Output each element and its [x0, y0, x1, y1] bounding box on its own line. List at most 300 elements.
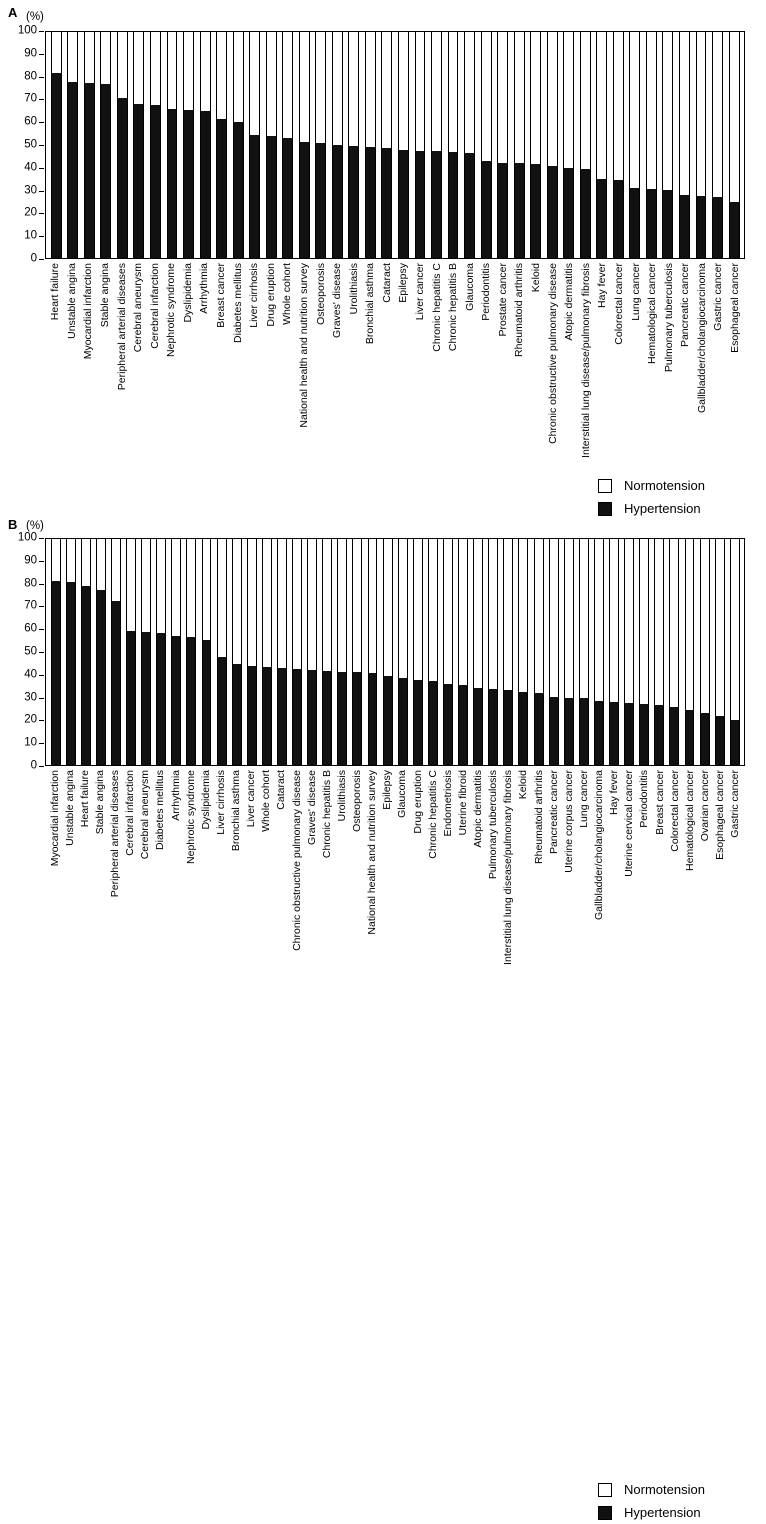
bar-slot [65, 32, 82, 258]
stacked-bar [729, 32, 740, 258]
x-axis-category-label: Hematological cancer [683, 770, 696, 871]
bar-segment-hypertension [465, 153, 474, 258]
stacked-bar [217, 539, 227, 765]
bar-slot [440, 539, 455, 765]
bar-slot [501, 539, 516, 765]
x-axis-category-label: Periodontitis [638, 770, 651, 828]
x-axis-category-label: Chronic obstructive pulmonary disease [290, 770, 303, 951]
x-label-slot [511, 260, 528, 435]
x-axis-category-label: Keloid [517, 770, 530, 800]
bar-slot [246, 32, 263, 258]
bar-segment-hypertension [201, 111, 210, 258]
bar-slot [290, 539, 305, 765]
bar-slot [230, 32, 247, 258]
bar-slot [131, 32, 148, 258]
x-label-slot [445, 260, 462, 435]
bar-segment-hypertension [151, 105, 160, 258]
y-axis-tick-mark [39, 629, 44, 630]
stacked-bar [262, 539, 272, 765]
y-axis-tick-mark [39, 675, 44, 676]
y-axis-tick-mark [39, 191, 44, 192]
x-axis-category-label: Stable angina [93, 770, 106, 835]
bar-segment-hypertension [366, 147, 375, 258]
y-axis-tick-label: 70 [24, 92, 37, 105]
x-label-slot [637, 767, 652, 942]
x-label-slot [146, 260, 163, 435]
bar-segment-hypertension [565, 698, 573, 765]
bar-segment-hypertension [731, 720, 739, 765]
panel-a-x-labels [45, 260, 745, 458]
bar-segment-hypertension [414, 680, 422, 765]
stacked-bar [133, 32, 144, 258]
x-axis-category-label: Colorectal cancer [668, 770, 681, 852]
stacked-bar [247, 539, 257, 765]
x-label-slot [486, 767, 501, 942]
bar-segment-hypertension [263, 667, 271, 765]
panel-a-bars [46, 32, 744, 258]
x-axis-category-label: Gallbladder/cholangiocarcinoma [695, 263, 708, 414]
bar-segment-hypertension [564, 168, 573, 258]
x-label-slot [296, 260, 313, 435]
x-label-slot [244, 767, 259, 942]
x-axis-category-label: Chronic hepatitis C [426, 770, 439, 859]
stacked-bar [200, 32, 211, 258]
bar-slot [471, 539, 486, 765]
bar-slot [279, 32, 296, 258]
x-axis-category-label: Graves' disease [330, 263, 343, 338]
x-axis-category-label: Peripheral arterial diseases [108, 770, 121, 898]
x-axis-category-label: Heart failure [49, 263, 62, 321]
stacked-bar [629, 32, 640, 258]
x-label-slot [501, 767, 516, 965]
x-label-slot [362, 260, 379, 435]
y-axis-tick-mark [39, 213, 44, 214]
bar-segment-hypertension [234, 122, 243, 258]
bar-segment-hypertension [203, 640, 211, 765]
bar-segment-hypertension [300, 142, 309, 258]
x-label-slot [113, 260, 130, 435]
x-axis-category-label: Breast cancer [214, 263, 227, 328]
stacked-bar [67, 32, 78, 258]
bar-segment-hypertension [519, 692, 527, 765]
bar-slot [445, 32, 462, 258]
stacked-bar [100, 32, 111, 258]
bar-segment-hypertension [333, 145, 342, 258]
bar-segment-hypertension [550, 697, 558, 765]
x-label-slot [180, 260, 197, 435]
x-label-slot [138, 767, 153, 942]
x-axis-category-label: Pancreatic cancer [679, 263, 691, 348]
y-axis-tick-label: 30 [24, 183, 37, 196]
x-axis-category-label: Chronic hepatitis B [320, 770, 333, 859]
y-axis-tick-label: 50 [24, 645, 37, 658]
x-label-slot [471, 767, 486, 942]
stacked-bar [431, 32, 442, 258]
bar-slot [169, 539, 184, 765]
x-axis-category-label: Keloid [529, 263, 542, 293]
bar-slot [610, 32, 627, 258]
bar-segment-hypertension [112, 601, 120, 765]
bar-segment-hypertension [68, 82, 77, 258]
stacked-bar [609, 539, 619, 765]
bar-slot [527, 32, 544, 258]
bar-slot [428, 32, 445, 258]
x-label-slot [561, 767, 576, 942]
bar-segment-hypertension [338, 672, 346, 765]
x-label-slot [47, 260, 64, 435]
stacked-bar [613, 32, 624, 258]
bar-segment-hypertension [233, 664, 241, 765]
stacked-bar [580, 32, 591, 258]
x-label-slot [304, 767, 319, 942]
bar-segment-hypertension [382, 148, 391, 258]
stacked-bar [383, 539, 393, 765]
stacked-bar [696, 32, 707, 258]
y-axis-tick-label: 30 [24, 690, 37, 703]
stacked-bar [547, 32, 558, 258]
bar-segment-hypertension [504, 690, 512, 765]
bar-segment-hypertension [157, 633, 165, 765]
x-label-slot [710, 260, 727, 435]
bar-slot [114, 32, 131, 258]
x-axis-category-label: Hay fever [607, 770, 620, 815]
y-axis-tick-mark [39, 145, 44, 146]
x-label-slot [319, 767, 334, 942]
stacked-bar [549, 539, 559, 765]
y-axis-tick-mark [39, 743, 44, 744]
bar-slot [229, 539, 244, 765]
stacked-bar [299, 32, 310, 258]
stacked-bar [579, 539, 589, 765]
bar-segment-hypertension [515, 163, 524, 258]
x-axis-category-label: Atopic dermatitis [471, 770, 484, 848]
x-label-slot [544, 260, 561, 444]
x-label-slot [153, 767, 168, 942]
bar-segment-hypertension [581, 169, 590, 258]
y-axis-tick-label: 40 [24, 668, 37, 681]
stacked-bar [473, 539, 483, 765]
stacked-bar [183, 32, 194, 258]
bar-slot [362, 32, 379, 258]
x-label-slot [329, 260, 346, 435]
stacked-bar [51, 539, 61, 765]
x-axis-category-label: Arrhythmia [198, 263, 211, 314]
bar-segment-hypertension [482, 161, 491, 258]
y-axis-tick-mark [39, 584, 44, 585]
x-axis-category-label: Osteoporosis [314, 263, 327, 325]
x-axis-category-label: Liver cirrhosis [247, 263, 260, 328]
bar-slot [395, 539, 410, 765]
stacked-bar [488, 539, 498, 765]
x-label-slot [594, 260, 611, 435]
stacked-bar [669, 539, 679, 765]
stacked-bar [624, 539, 634, 765]
y-axis-tick-mark [39, 561, 44, 562]
bar-segment-hypertension [134, 104, 143, 258]
x-axis-category-label: Arrhythmia [169, 770, 182, 821]
x-axis-category-label: Colorectal cancer [612, 263, 625, 345]
bar-segment-hypertension [498, 163, 507, 258]
y-axis-tick-mark [39, 122, 44, 123]
stacked-bar [518, 539, 528, 765]
x-label-slot [667, 767, 682, 942]
bar-slot [410, 539, 425, 765]
legend-label: Normotension [624, 1482, 705, 1497]
x-axis-category-label: National health and nutrition survey [297, 263, 310, 428]
y-axis-tick-mark [39, 698, 44, 699]
bar-segment-hypertension [640, 704, 648, 765]
bar-segment-hypertension [580, 698, 588, 765]
stacked-bar [685, 539, 695, 765]
stacked-bar [563, 32, 574, 258]
bar-segment-hypertension [647, 189, 656, 258]
x-label-slot [546, 767, 561, 942]
x-label-slot [163, 260, 180, 435]
stacked-bar [594, 539, 604, 765]
stacked-bar [398, 32, 409, 258]
x-axis-category-label: Pancreatic cancer [547, 770, 560, 855]
x-label-slot [97, 260, 114, 435]
x-axis-category-label: Interstitial lung disease/pulmonary fibrosis [579, 263, 592, 458]
stacked-bar [81, 539, 91, 765]
x-axis-category-label: Cerebral aneurysm [139, 770, 152, 860]
legend-label: Normotension [624, 478, 705, 493]
bar-slot [108, 539, 123, 765]
x-axis-category-label: Liver cancer [244, 770, 257, 828]
bar-segment-hypertension [316, 143, 325, 258]
x-axis-category-label: Urolithiasis [347, 263, 360, 315]
x-axis-category-label: Cerebral infarction [123, 770, 136, 856]
bar-segment-hypertension [52, 581, 60, 765]
bar-segment-hypertension [595, 701, 603, 765]
legend-label: Hypertension [624, 1505, 701, 1520]
x-axis-category-label: Periodontitis [480, 263, 493, 321]
x-label-slot [168, 767, 183, 942]
bar-slot [48, 539, 63, 765]
x-axis-category-label: Esophageal cancer [728, 263, 741, 353]
bar-slot [682, 539, 697, 765]
bar-segment-hypertension [614, 180, 623, 258]
x-axis-category-label: Drug eruption [411, 770, 424, 834]
x-label-slot [694, 260, 711, 435]
y-axis-tick-label: 60 [24, 622, 37, 635]
bar-segment-hypertension [630, 188, 639, 258]
x-axis-category-label: Epilepsy [397, 263, 410, 303]
x-axis-category-label: Nephrotic syndrome [184, 770, 197, 864]
bar-slot [78, 539, 93, 765]
stacked-bar [530, 32, 541, 258]
x-label-slot [213, 767, 228, 942]
x-label-slot [440, 767, 455, 942]
x-axis-category-label: Liver cancer [413, 263, 426, 321]
stacked-bar [348, 32, 359, 258]
bar-slot [456, 539, 471, 765]
bar-slot [48, 32, 65, 258]
x-axis-category-label: Drug eruption [264, 263, 277, 327]
y-axis-tick-mark [39, 652, 44, 653]
x-label-slot [682, 767, 697, 942]
bar-slot [379, 32, 396, 258]
x-label-slot [274, 767, 289, 942]
bar-slot [643, 32, 660, 258]
stacked-bar [464, 32, 475, 258]
bar-segment-hypertension [278, 668, 286, 765]
panel-b-plot-area [45, 538, 745, 766]
x-axis-category-label: National health and nutrition survey [365, 770, 378, 935]
x-axis-category-label: Myocardial infarction [48, 770, 61, 867]
x-label-slot [350, 767, 365, 942]
y-axis-tick-label: 100 [17, 531, 37, 544]
x-label-slot [428, 260, 445, 435]
x-label-slot [644, 260, 661, 435]
x-label-slot [380, 767, 395, 942]
bar-segment-hypertension [444, 684, 452, 765]
stacked-bar [679, 32, 690, 258]
bar-segment-hypertension [474, 688, 482, 765]
bar-slot [296, 32, 313, 258]
x-axis-category-label: Uterine corpus cancer [562, 770, 575, 873]
x-label-slot [183, 767, 198, 942]
x-axis-category-label: Unstable angina [65, 263, 78, 339]
x-axis-category-label: Chronic hepatitis C [430, 263, 443, 352]
x-label-slot [652, 767, 667, 942]
y-axis-tick-mark [39, 538, 44, 539]
y-axis-tick-label: 20 [24, 206, 37, 219]
legend-item-normotension [598, 1478, 705, 1501]
x-label-slot [229, 260, 246, 435]
stacked-bar [332, 32, 343, 258]
bar-segment-hypertension [283, 138, 292, 258]
bar-segment-hypertension [713, 197, 722, 258]
bar-slot [425, 539, 440, 765]
x-axis-category-label: Esophageal cancer [713, 770, 726, 860]
x-axis-category-label: Cataract [380, 263, 393, 303]
bar-segment-hypertension [52, 73, 61, 258]
x-axis-category-label: Chronic obstructive pulmonary disease [546, 263, 559, 444]
stacked-bar [497, 32, 508, 258]
x-axis-category-label: Unstable angina [63, 770, 76, 846]
x-axis-category-label: Rheumatoid arthritis [513, 263, 526, 357]
bar-segment-hypertension [432, 151, 441, 258]
stacked-bar [458, 539, 468, 765]
stacked-bar [662, 32, 673, 258]
y-axis-tick-label: 100 [17, 24, 37, 37]
bar-slot [622, 539, 637, 765]
bar-slot [365, 539, 380, 765]
x-label-slot [130, 260, 147, 435]
bar-segment-hypertension [267, 136, 276, 258]
bar-segment-hypertension [680, 195, 689, 258]
x-label-slot [395, 260, 412, 435]
x-axis-category-label: Interstitial lung disease/pulmonary fibrosis [502, 770, 515, 965]
bar-segment-hypertension [118, 98, 127, 258]
x-label-slot [576, 767, 591, 942]
stacked-bar [322, 539, 332, 765]
stacked-bar [337, 539, 347, 765]
bar-slot [93, 539, 108, 765]
y-axis-tick-mark [39, 31, 44, 32]
x-label-slot [213, 260, 230, 435]
bar-slot [591, 539, 606, 765]
x-axis-category-label: Dyslipidemia [181, 263, 194, 323]
bar-slot [263, 32, 280, 258]
stacked-bar [216, 32, 227, 258]
stacked-bar [639, 539, 649, 765]
bar-segment-hypertension [686, 710, 694, 765]
bar-slot [412, 32, 429, 258]
x-axis-category-label: Bronchial asthma [364, 263, 377, 345]
stacked-bar [398, 539, 408, 765]
bar-segment-hypertension [250, 135, 259, 258]
y-axis-tick-label: 90 [24, 47, 37, 60]
x-axis-category-label: Graves' disease [305, 770, 318, 845]
bar-segment-hypertension [459, 685, 467, 765]
y-axis-tick-label: 20 [24, 713, 37, 726]
bar-slot [305, 539, 320, 765]
x-label-slot [461, 260, 478, 435]
panel-b-letter: B [8, 517, 18, 532]
stacked-bar [307, 539, 317, 765]
x-label-slot [229, 767, 244, 942]
bar-slot [274, 539, 289, 765]
stacked-bar [352, 539, 362, 765]
x-axis-category-label: Urolithiasis [335, 770, 348, 822]
bar-slot [511, 32, 528, 258]
bar-slot [594, 32, 611, 258]
stacked-bar [96, 539, 106, 765]
x-label-slot [425, 767, 440, 942]
x-axis-category-label: Uterine fibroid [456, 770, 469, 836]
x-label-slot [312, 260, 329, 435]
stacked-bar [413, 539, 423, 765]
x-label-slot [77, 767, 92, 942]
x-axis-category-label: Myocardial infarction [82, 263, 95, 360]
stacked-bar [715, 539, 725, 765]
x-label-slot [289, 767, 304, 951]
x-axis-category-label: Diabetes mellitus [154, 770, 167, 850]
bar-slot [259, 539, 274, 765]
bar-slot [461, 32, 478, 258]
x-axis-category-label: Gastric cancer [728, 770, 741, 838]
stacked-bar [315, 32, 326, 258]
bar-slot [494, 32, 511, 258]
x-label-slot [64, 260, 81, 435]
x-label-slot [123, 767, 138, 942]
bar-segment-hypertension [730, 202, 739, 259]
panel-a-letter: A [8, 5, 18, 20]
x-axis-category-label: Whole cohort [260, 770, 273, 832]
stacked-bar [443, 539, 453, 765]
bar-segment-hypertension [597, 179, 606, 258]
x-axis-category-label: Uterine cervical cancer [623, 770, 636, 877]
x-axis-category-label: Dyslipidemia [199, 770, 212, 830]
x-label-slot [478, 260, 495, 435]
bar-slot [637, 539, 652, 765]
x-label-slot [697, 767, 712, 942]
bar-segment-hypertension [85, 83, 94, 258]
x-label-slot [108, 767, 123, 942]
y-axis-tick-label: 70 [24, 599, 37, 612]
x-axis-category-label: Cerebral infarction [148, 263, 161, 349]
legend-label: Hypertension [624, 501, 701, 516]
bar-slot [213, 32, 230, 258]
y-axis-tick-mark [39, 99, 44, 100]
panel-a-axis-unit: (%) [26, 11, 44, 23]
bar-slot [478, 32, 495, 258]
legend-swatch-hypertension-icon [598, 1506, 612, 1520]
x-label-slot [345, 260, 362, 435]
x-label-slot [198, 767, 213, 942]
